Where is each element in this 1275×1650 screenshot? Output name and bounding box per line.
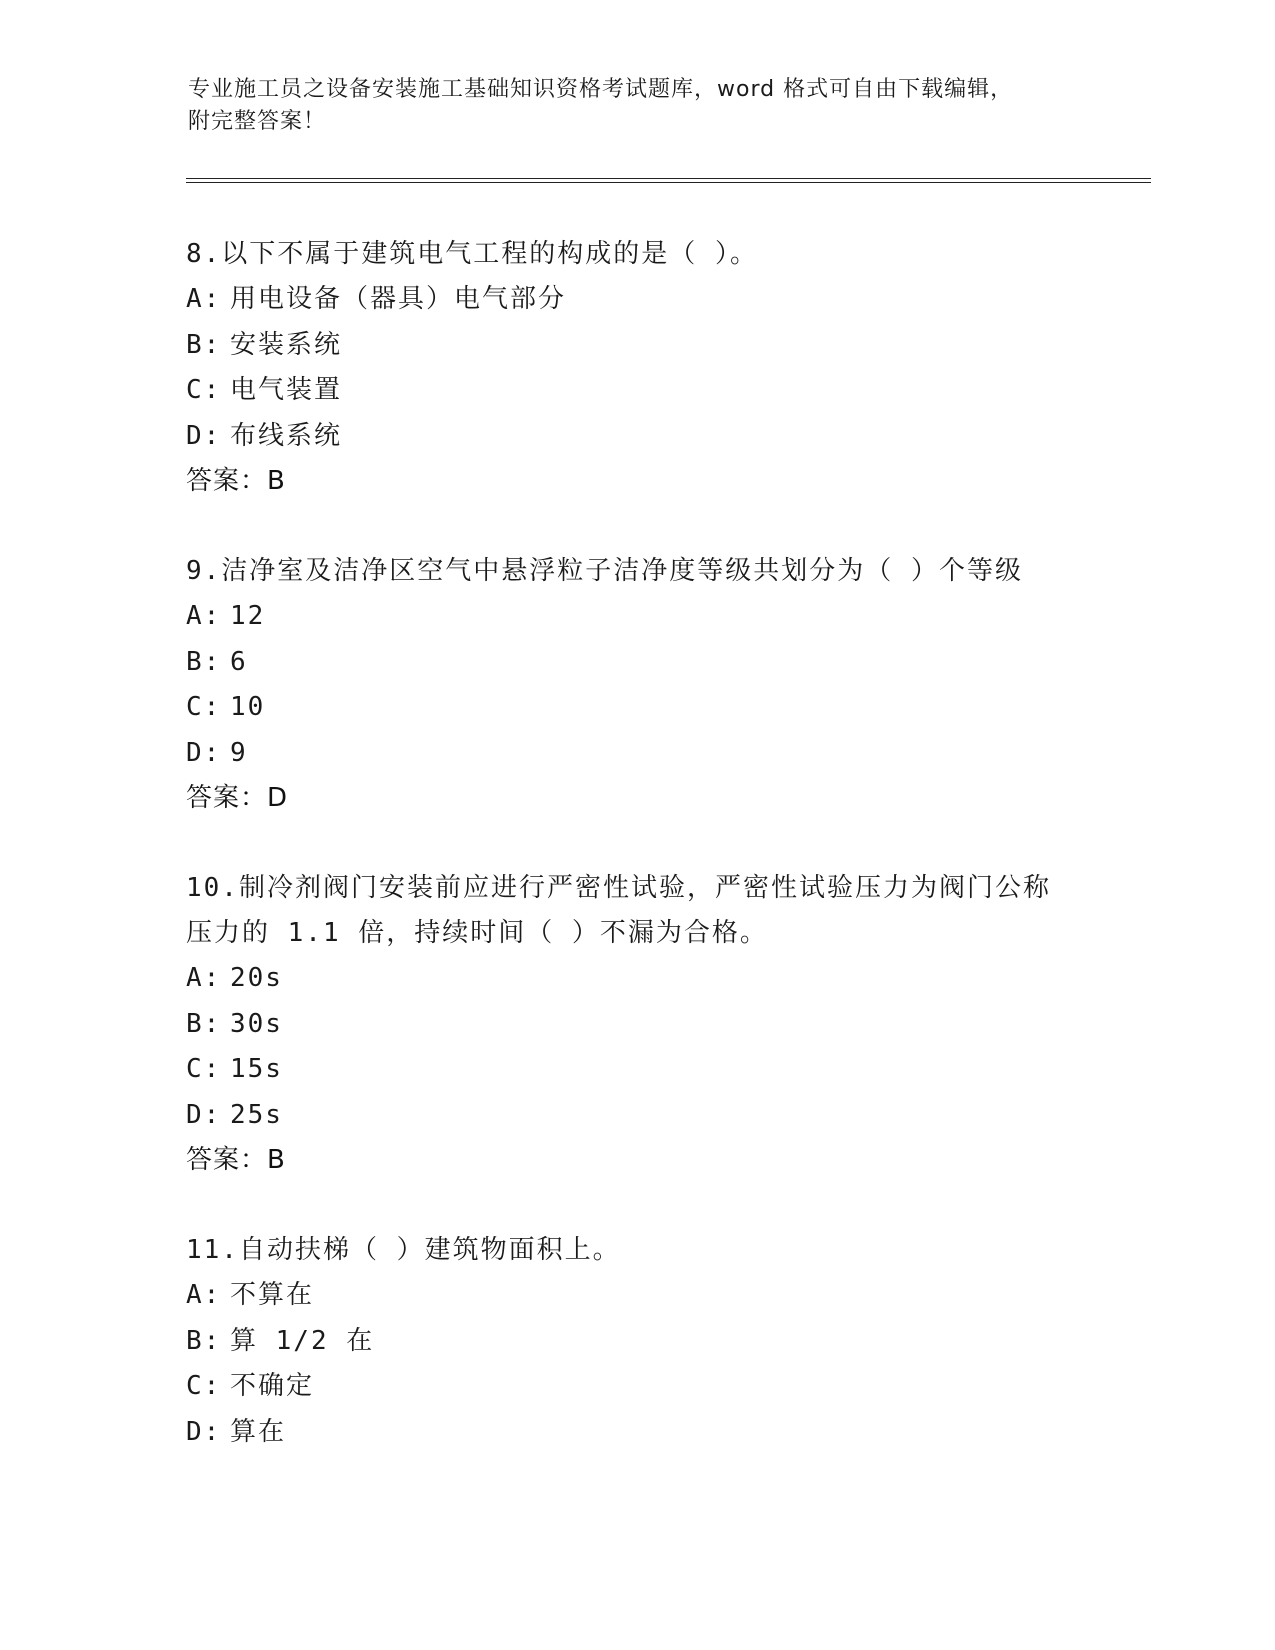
option-letter: D: (186, 420, 222, 451)
option-letter: B: (186, 329, 222, 360)
option-b (186, 323, 1086, 369)
question-stem-line: 9.洁净室及洁净区空气中悬浮粒子洁净度等级共划分为（ ）个等级 (186, 556, 1023, 586)
option-text: 电气装置 (230, 375, 343, 405)
option-text: 算 1/2 在 (230, 1325, 375, 1356)
option-text: 9 (230, 737, 248, 768)
option-text: 布线系统 (230, 420, 343, 451)
option-letter: C: (186, 1371, 222, 1401)
option-letter: D: (186, 737, 222, 768)
option-letter: A: (186, 284, 222, 314)
option-letter: D: (186, 1099, 222, 1130)
question-8 (186, 232, 1086, 504)
option-d (186, 1410, 1086, 1456)
question-stem-line: 压力的 1.1 倍，持续时间（ ）不漏为合格。 (186, 918, 768, 948)
option-letter: C: (186, 375, 222, 405)
option-a (186, 1273, 1086, 1319)
option-letter: D: (186, 1416, 222, 1447)
header-line-2: 附完整答案！ (188, 109, 327, 134)
option-d (186, 1093, 1086, 1139)
option-text: 用电设备（器具）电气部分 (230, 284, 567, 314)
option-a (186, 277, 1086, 323)
option-text: 25s (230, 1099, 283, 1130)
option-letter: C: (186, 692, 222, 722)
option-text: 12 (230, 601, 266, 631)
option-c (186, 1364, 1086, 1410)
question-stem-line: 8.以下不属于建筑电气工程的构成的是（ ）。 (186, 239, 758, 269)
option-text: 15s (230, 1054, 283, 1084)
option-letter: A: (186, 963, 222, 993)
answer-line: 答案：B (186, 1145, 286, 1175)
option-text: 不确定 (230, 1371, 315, 1401)
question-10 (186, 866, 1086, 1183)
option-a (186, 594, 1086, 640)
option-c (186, 368, 1086, 414)
option-d (186, 414, 1086, 460)
question-stem (186, 232, 1086, 277)
option-b (186, 640, 1086, 686)
question-stem-line: 10.制冷剂阀门安装前应进行严密性试验，严密性试验压力为阀门公称 (186, 873, 1051, 903)
question-stem (186, 1228, 1086, 1273)
option-text: 不算在 (230, 1280, 315, 1310)
question-stem-line: 11.自动扶梯（ ）建筑物面积上。 (186, 1235, 621, 1265)
option-text: 算在 (230, 1416, 287, 1447)
option-c (186, 685, 1086, 731)
option-letter: C: (186, 1054, 222, 1084)
option-c (186, 1047, 1086, 1093)
option-text: 安装系统 (230, 329, 343, 360)
option-text: 30s (230, 1008, 283, 1039)
document-header (188, 74, 1068, 138)
option-a (186, 956, 1086, 1002)
answer-line: 答案：D (186, 783, 289, 813)
question-11 (186, 1228, 1086, 1455)
option-d (186, 731, 1086, 777)
option-text: 20s (230, 963, 283, 993)
option-letter: A: (186, 601, 222, 631)
header-divider-bottom (186, 182, 1151, 183)
option-letter: B: (186, 1008, 222, 1039)
header-divider-top (186, 178, 1151, 179)
question-stem (186, 549, 1086, 594)
option-b (186, 1319, 1086, 1365)
option-text: 6 (230, 646, 248, 677)
option-letter: B: (186, 646, 222, 677)
header-line-1: 专业施工员之设备安装施工基础知识资格考试题库，word 格式可自由下载编辑， (188, 77, 1014, 102)
question-9 (186, 549, 1086, 821)
option-text: 10 (230, 692, 266, 722)
option-b (186, 1002, 1086, 1048)
answer-line: 答案：B (186, 466, 286, 496)
option-letter: B: (186, 1325, 222, 1356)
question-stem (186, 866, 1086, 956)
option-letter: A: (186, 1280, 222, 1310)
